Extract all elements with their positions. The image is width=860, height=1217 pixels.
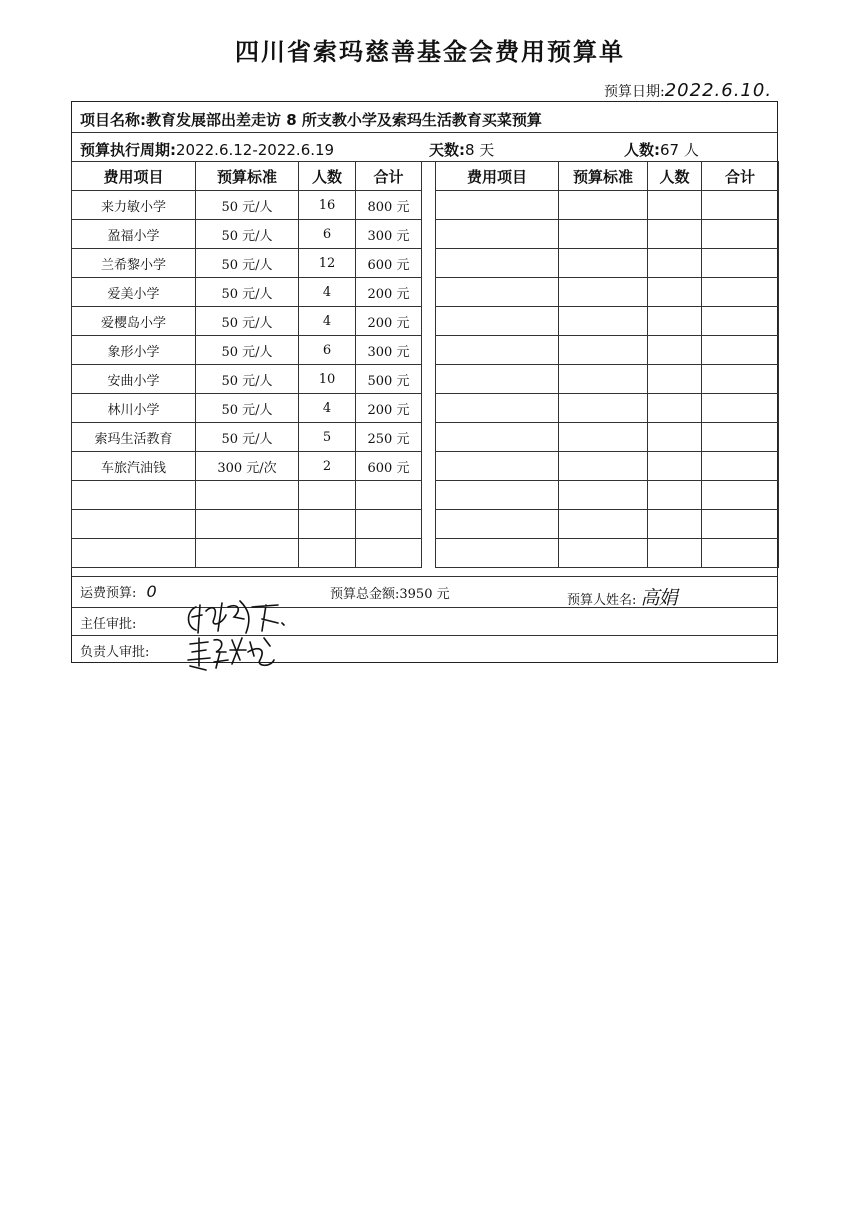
cell-count: 2 xyxy=(299,452,356,481)
table-row xyxy=(72,220,422,249)
table-row xyxy=(72,278,422,307)
empty-cell xyxy=(702,394,779,423)
empty-cell xyxy=(702,365,779,394)
empty-cell xyxy=(702,278,779,307)
project-name-row xyxy=(80,109,542,130)
empty-cell xyxy=(559,336,648,365)
empty-cell xyxy=(702,423,779,452)
director-field xyxy=(80,613,136,632)
cell-item xyxy=(72,510,196,539)
preparer-label: 预算人姓名: xyxy=(567,593,637,608)
freight-value: 0 xyxy=(146,582,157,601)
page-title: 四川省索玛慈善基金会费用预算单 xyxy=(235,38,625,66)
cell-count: 4 xyxy=(299,394,356,423)
divider xyxy=(72,132,777,133)
cell-item: 兰希黎小学 xyxy=(72,249,196,278)
cell-standard: 300 元/次 xyxy=(196,452,299,481)
empty-cell xyxy=(648,365,702,394)
table-row xyxy=(436,365,779,394)
cell-standard: 50 元/人 xyxy=(196,365,299,394)
table-row xyxy=(436,394,779,423)
cell-total: 300 元 xyxy=(356,220,422,249)
empty-cell xyxy=(648,510,702,539)
cell-total xyxy=(356,539,422,568)
table-row xyxy=(436,307,779,336)
cell-item: 来力敏小学 xyxy=(72,191,196,220)
cell-standard: 50 元/人 xyxy=(196,394,299,423)
table-row xyxy=(72,394,422,423)
budget-date-label: 预算日期: xyxy=(604,84,665,100)
empty-cell xyxy=(559,191,648,220)
column-header: 合计 xyxy=(702,162,779,191)
cell-item: 爱美小学 xyxy=(72,278,196,307)
cell-total: 600 元 xyxy=(356,452,422,481)
cell-item: 盈福小学 xyxy=(72,220,196,249)
days-field xyxy=(429,139,494,160)
total-label: 预算总金额: xyxy=(330,587,400,602)
cell-count: 4 xyxy=(299,278,356,307)
empty-cell xyxy=(436,278,559,307)
empty-cell xyxy=(559,365,648,394)
column-header: 费用项目 xyxy=(436,162,559,191)
budget-form xyxy=(71,101,778,663)
table-row xyxy=(436,191,779,220)
cell-item: 林川小学 xyxy=(72,394,196,423)
empty-cell xyxy=(648,481,702,510)
cell-count xyxy=(299,481,356,510)
empty-cell xyxy=(436,394,559,423)
empty-cell xyxy=(436,365,559,394)
column-header: 费用项目 xyxy=(72,162,196,191)
budget-date-value: 2022.6.10. xyxy=(664,80,773,101)
cell-count: 10 xyxy=(299,365,356,394)
budget-table-right xyxy=(435,161,779,568)
empty-cell xyxy=(436,510,559,539)
cell-standard xyxy=(196,510,299,539)
cell-standard: 50 元/人 xyxy=(196,336,299,365)
table-row xyxy=(72,423,422,452)
table-row xyxy=(436,481,779,510)
empty-cell xyxy=(436,220,559,249)
cell-total: 250 元 xyxy=(356,423,422,452)
empty-cell xyxy=(648,336,702,365)
column-header: 人数 xyxy=(299,162,356,191)
empty-cell xyxy=(702,249,779,278)
cell-item: 象形小学 xyxy=(72,336,196,365)
people-value: 67 人 xyxy=(660,141,699,159)
empty-cell xyxy=(702,336,779,365)
cell-standard: 50 元/人 xyxy=(196,220,299,249)
table-row xyxy=(72,539,422,568)
table-header-row xyxy=(436,162,779,191)
budget-date xyxy=(604,80,772,101)
period-value: 2022.6.12-2022.6.19 xyxy=(176,141,335,159)
empty-cell xyxy=(559,481,648,510)
cell-count: 4 xyxy=(299,307,356,336)
empty-cell xyxy=(436,539,559,568)
table-row xyxy=(72,191,422,220)
total-field xyxy=(330,583,450,602)
responsible-signature xyxy=(184,630,280,674)
cell-count: 6 xyxy=(299,220,356,249)
cell-standard: 50 元/人 xyxy=(196,191,299,220)
cell-total: 200 元 xyxy=(356,278,422,307)
period-label: 预算执行周期: xyxy=(80,141,176,159)
cell-total: 800 元 xyxy=(356,191,422,220)
empty-cell xyxy=(702,307,779,336)
cell-standard: 50 元/人 xyxy=(196,307,299,336)
budget-table-left xyxy=(71,161,422,568)
responsible-label: 负责人审批: xyxy=(80,645,150,660)
table-row xyxy=(72,307,422,336)
table-row xyxy=(72,249,422,278)
table-row xyxy=(72,336,422,365)
divider xyxy=(72,635,777,636)
people-field xyxy=(624,139,699,160)
empty-cell xyxy=(648,220,702,249)
table-row xyxy=(436,249,779,278)
empty-cell xyxy=(436,307,559,336)
empty-cell xyxy=(702,191,779,220)
cell-count: 5 xyxy=(299,423,356,452)
project-name-label: 项目名称: xyxy=(80,111,146,129)
table-row xyxy=(436,539,779,568)
preparer-field xyxy=(567,583,677,610)
empty-cell xyxy=(648,191,702,220)
cell-item: 车旅汽油钱 xyxy=(72,452,196,481)
table-row xyxy=(72,510,422,539)
cell-total xyxy=(356,510,422,539)
cell-count: 12 xyxy=(299,249,356,278)
table-row xyxy=(436,278,779,307)
table-row xyxy=(436,452,779,481)
column-header: 合计 xyxy=(356,162,422,191)
cell-item xyxy=(72,539,196,568)
empty-cell xyxy=(436,452,559,481)
column-header: 人数 xyxy=(648,162,702,191)
empty-cell xyxy=(436,191,559,220)
days-value: 8 天 xyxy=(465,141,495,159)
cell-total: 600 元 xyxy=(356,249,422,278)
table-header-row xyxy=(72,162,422,191)
column-header: 预算标准 xyxy=(196,162,299,191)
empty-cell xyxy=(436,481,559,510)
column-header: 预算标准 xyxy=(559,162,648,191)
empty-cell xyxy=(559,452,648,481)
empty-cell xyxy=(648,307,702,336)
project-name-value: 教育发展部出差走访 8 所支教小学及索玛生活教育买菜预算 xyxy=(146,111,542,129)
empty-cell xyxy=(436,423,559,452)
cell-count xyxy=(299,539,356,568)
cell-standard: 50 元/人 xyxy=(196,278,299,307)
days-label: 天数: xyxy=(429,141,465,159)
empty-cell xyxy=(702,539,779,568)
table-row xyxy=(436,423,779,452)
responsible-field xyxy=(80,641,149,660)
people-label: 人数: xyxy=(624,141,660,159)
cell-item: 爱樱岛小学 xyxy=(72,307,196,336)
table-row xyxy=(72,365,422,394)
empty-cell xyxy=(702,452,779,481)
table-row xyxy=(436,336,779,365)
empty-cell xyxy=(702,510,779,539)
freight-label: 运费预算: xyxy=(80,586,137,601)
empty-cell xyxy=(648,423,702,452)
empty-cell xyxy=(559,423,648,452)
cell-item: 索玛生活教育 xyxy=(72,423,196,452)
empty-cell xyxy=(702,481,779,510)
empty-cell xyxy=(559,220,648,249)
table-row xyxy=(72,481,422,510)
empty-cell xyxy=(559,510,648,539)
total-value: 3950 元 xyxy=(399,587,450,602)
empty-cell xyxy=(648,452,702,481)
cell-standard xyxy=(196,539,299,568)
empty-cell xyxy=(436,249,559,278)
cell-item xyxy=(72,481,196,510)
cell-total: 200 元 xyxy=(356,307,422,336)
cell-count: 16 xyxy=(299,191,356,220)
cell-count: 6 xyxy=(299,336,356,365)
preparer-signature: 高娟 xyxy=(640,587,677,609)
divider xyxy=(72,576,777,577)
cell-standard: 50 元/人 xyxy=(196,249,299,278)
cell-total: 200 元 xyxy=(356,394,422,423)
table-row xyxy=(436,510,779,539)
cell-count xyxy=(299,510,356,539)
period-row xyxy=(80,139,334,160)
cell-standard: 50 元/人 xyxy=(196,423,299,452)
empty-cell xyxy=(648,278,702,307)
empty-cell xyxy=(648,394,702,423)
table-row xyxy=(436,220,779,249)
empty-cell xyxy=(559,394,648,423)
cell-total: 500 元 xyxy=(356,365,422,394)
cell-item: 安曲小学 xyxy=(72,365,196,394)
freight-field xyxy=(80,582,157,601)
empty-cell xyxy=(559,307,648,336)
empty-cell xyxy=(559,249,648,278)
cell-total xyxy=(356,481,422,510)
empty-cell xyxy=(559,278,648,307)
cell-total: 300 元 xyxy=(356,336,422,365)
cell-standard xyxy=(196,481,299,510)
empty-cell xyxy=(436,336,559,365)
empty-cell xyxy=(648,249,702,278)
director-label: 主任审批: xyxy=(80,617,137,632)
divider xyxy=(72,607,777,608)
empty-cell xyxy=(702,220,779,249)
empty-cell xyxy=(559,539,648,568)
table-row xyxy=(72,452,422,481)
empty-cell xyxy=(648,539,702,568)
